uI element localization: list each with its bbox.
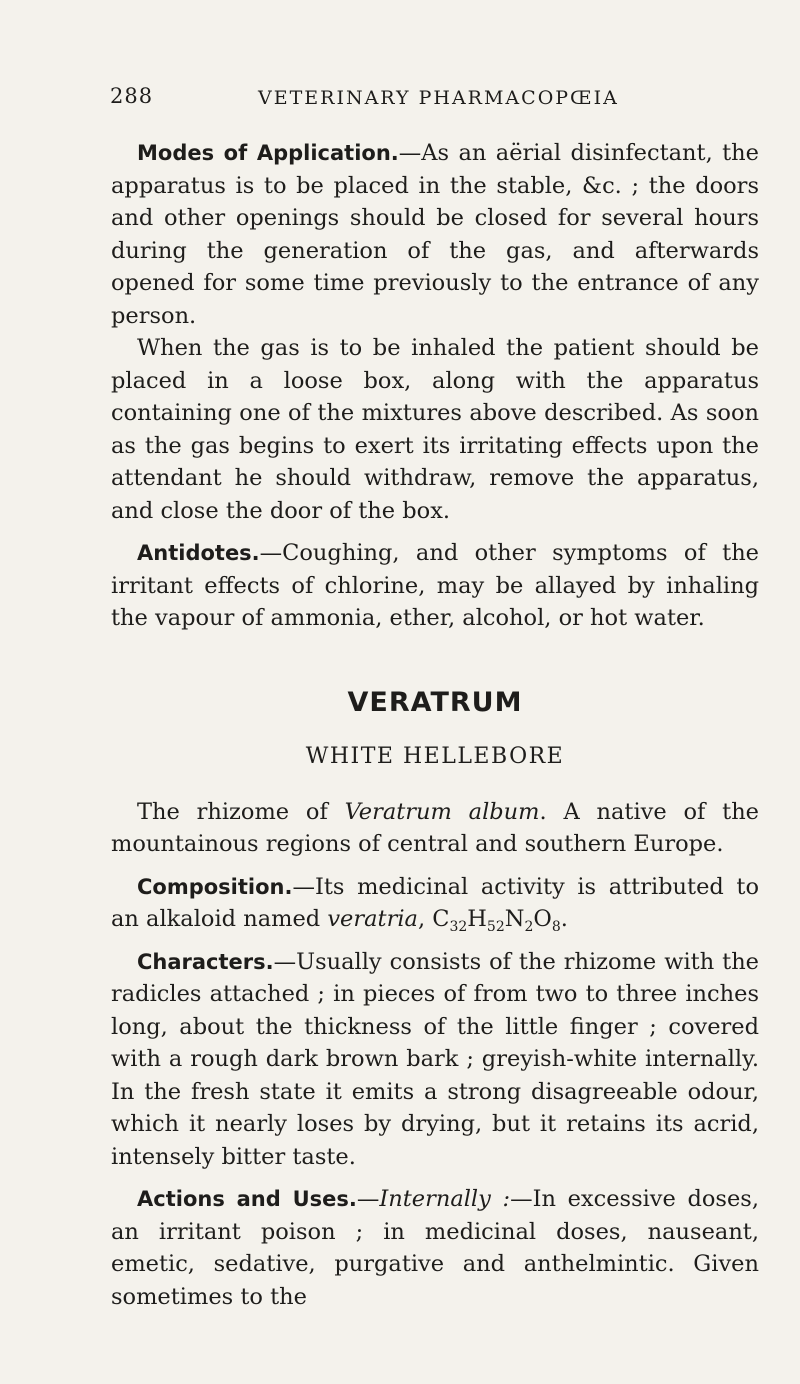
paragraph-intro — [111, 796, 759, 861]
species-name: Veratrum album — [344, 798, 540, 825]
paragraph-text: —Coughing, and other symptoms of the irritant effects of chlorine, may be allayed by inhaling the vapour of ammonia, ether, alcohol, or hot water. — [111, 540, 759, 631]
paragraph-text: . A native of the mountainous regions of central and southern Europe. — [111, 798, 759, 857]
paragraph-text: The rhizome of — [137, 798, 345, 825]
alkaloid-name: veratria — [327, 906, 418, 932]
body-text — [111, 137, 759, 1313]
page-number: 288 — [110, 84, 154, 108]
paragraph-modes — [111, 137, 759, 332]
running-head — [110, 84, 710, 120]
formula-element: H — [467, 906, 487, 932]
run-in-heading: Characters. — [137, 949, 274, 974]
paragraph-text: —In excessive doses, an irritant poison ; in medicinal doses, nauseant, emetic, sedative, purgative and anthelmintic. Given sometimes to the — [111, 1186, 759, 1310]
comma: , — [417, 906, 433, 932]
paragraph-actions — [111, 1183, 759, 1313]
paragraph-characters — [111, 946, 759, 1174]
paragraph-inhalation — [111, 332, 759, 527]
run-in-heading: Antidotes. — [137, 541, 260, 565]
paragraph-text: —Usually consists of the rhizome with the radicles attached ; in pieces of from two to three inches long, about the thickness of the little finger ; covered with a rough dark brown bark ; greyish-white internally. In the fresh state it emits a strong disagreeable odour, which it nearly loses by drying, but it retains its acrid, intensely bitter taste. — [111, 948, 759, 1170]
paragraph-text: —Its medicinal activity is attributed to an alkaloid named — [111, 873, 759, 932]
paragraph-text: When the gas is to be inhaled the patient should be placed in a loose box, along with the apparatus containing one of the mixtures above described. As soon as the gas begins to exert its irritating effects upon the attendant he should withdraw, remove the apparatus, and close the door of the box. — [111, 335, 759, 524]
running-title: VETERINARY PHARMACOPŒIA — [258, 87, 619, 109]
formula-subscript: 2 — [524, 919, 534, 935]
italic-term: Internally : — [379, 1186, 511, 1212]
run-in-heading: Composition. — [137, 874, 293, 899]
formula-subscript: 32 — [449, 919, 468, 935]
paragraph-antidotes — [111, 537, 759, 635]
formula-subscript: 52 — [486, 919, 505, 935]
run-in-heading: Modes of Application. — [137, 141, 399, 165]
section-subtitle: WHITE HELLEBORE — [305, 744, 565, 769]
section-title: VERATRUM — [347, 686, 523, 718]
paragraph-text: —As an aërial disinfectant, the apparatus is to be placed in the stable, &c. ; the doors and other openings should be closed for several hours during the generation of the gas, and afterwards opened for some time previously to the entrance of any person. — [111, 140, 759, 329]
run-in-heading: Actions and Uses. — [137, 1187, 357, 1211]
period: . — [560, 906, 568, 932]
chemical-formula — [432, 906, 561, 935]
paragraph-composition — [111, 871, 759, 936]
dash: — — [356, 1186, 380, 1212]
formula-element: C — [432, 906, 450, 932]
formula-element: N — [504, 906, 525, 932]
formula-subscript: 8 — [551, 919, 561, 935]
formula-element: O — [533, 906, 552, 932]
